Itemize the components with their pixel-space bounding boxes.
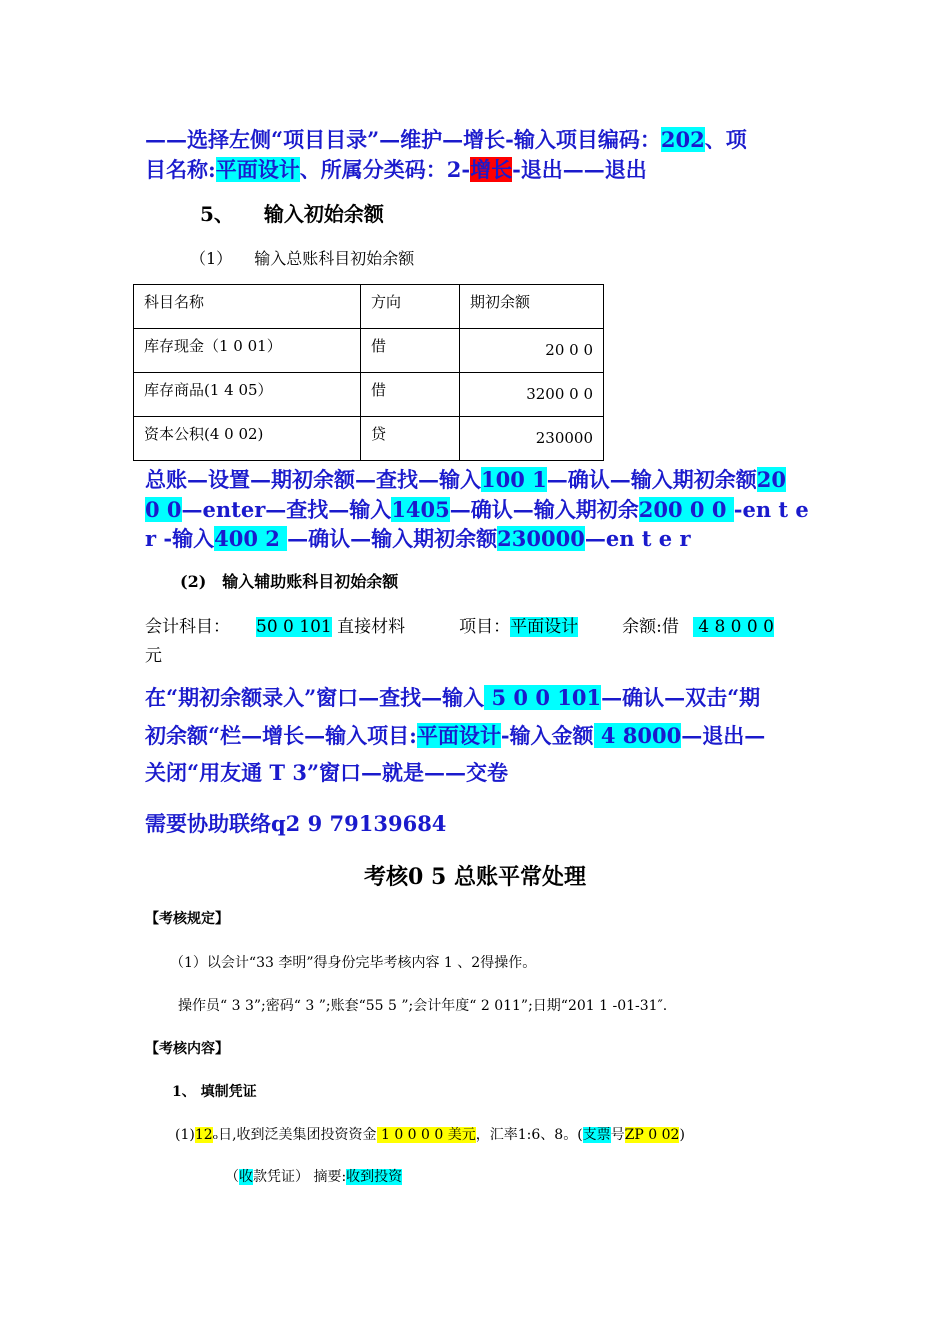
content-item-1: 1、 填制凭证 bbox=[172, 1084, 257, 1100]
table-cell: 3200 0 0 bbox=[460, 373, 604, 417]
table-cell: 230000 bbox=[460, 417, 604, 461]
table-header-cell: 方向 bbox=[361, 285, 460, 329]
para-ledger-line3: r -输入400 2 —确认—输入期初余额230000—en t e r bbox=[145, 526, 691, 551]
section-5-heading: 5、 输入初始余额 bbox=[200, 202, 384, 226]
table-cell: 借 bbox=[361, 373, 460, 417]
table-cell: 资本公积(4 0 02) bbox=[134, 417, 361, 461]
rule-line-1: （1）以会计“33 李明”得身份完毕考核内容 1 、2得操作。 bbox=[170, 955, 537, 971]
exam-title: 考核0 5 总账平常处理 bbox=[364, 864, 586, 890]
subheading-2: (2) 输入辅助账科目初始余额 bbox=[180, 572, 399, 591]
aux-unit: 元 bbox=[145, 646, 162, 666]
table-row bbox=[134, 417, 604, 461]
para-ledger-line2: 0 0—enter—查找—输入1405—确认—输入期初余200 0 0 -en t e bbox=[145, 497, 809, 522]
table-header-cell: 科目名称 bbox=[134, 285, 361, 329]
contact-line: 需要协助联络q2 9 79139684 bbox=[145, 811, 447, 836]
para-project-line1: ——选择左侧“项目目录”—维护—增长-输入项目编码：202、项 bbox=[145, 127, 747, 152]
para-ledger-line1: 总账—设置—期初余额—查找—输入100 1—确认—输入期初余额20 bbox=[145, 467, 786, 492]
para-project-line2: 目名称:平面设计、所属分类码：2-增长-退出——退出 bbox=[145, 157, 647, 182]
subheading-1: （1） 输入总账科目初始余额 bbox=[190, 249, 415, 268]
table-row bbox=[134, 373, 604, 417]
aux-account-line: 会计科目： 50 0 101 直接材料 项目：平面设计 余额:借 4 8 0 0 0 bbox=[145, 617, 774, 637]
table-header-row bbox=[134, 285, 604, 329]
table-cell: 贷 bbox=[361, 417, 460, 461]
balance-table bbox=[133, 284, 604, 461]
para-aux-line1: 在“期初余额录入”窗口—查找—输入 5 0 0 101—确认—双击“期 bbox=[145, 685, 761, 710]
table-cell: 借 bbox=[361, 329, 460, 373]
table-row bbox=[134, 329, 604, 373]
content-heading: 【考核内容】 bbox=[145, 1041, 229, 1057]
voucher-line-1: （收款凭证） 摘要:收到投资 bbox=[225, 1169, 403, 1185]
para-aux-line3: 关闭“用友通 T 3”窗口—就是——交卷 bbox=[145, 760, 509, 785]
rule-line-2: 操作员“ 3 3”;密码“ 3 ”;账套“55 5 ”;会计年度“ 2 011”;日期“201 1 -01-31″. bbox=[178, 998, 668, 1014]
table-cell: 库存商品(1 4 05） bbox=[134, 373, 361, 417]
table-cell: 库存现金（1 0 01） bbox=[134, 329, 361, 373]
table-header-cell: 期初余额 bbox=[460, 285, 604, 329]
para-aux-line2: 初余额“栏—增长—输入项目:平面设计-输入金额 4 8000—退出— bbox=[145, 723, 766, 748]
entry-line-1: (1)12ₒ日,收到泛美集团投资资金 1 0 0 0 0 美元，汇率1:6、8。(支票号ZP 0 02) bbox=[175, 1127, 685, 1143]
table-cell: 20 0 0 bbox=[460, 329, 604, 373]
rule-heading: 【考核规定】 bbox=[145, 911, 229, 927]
